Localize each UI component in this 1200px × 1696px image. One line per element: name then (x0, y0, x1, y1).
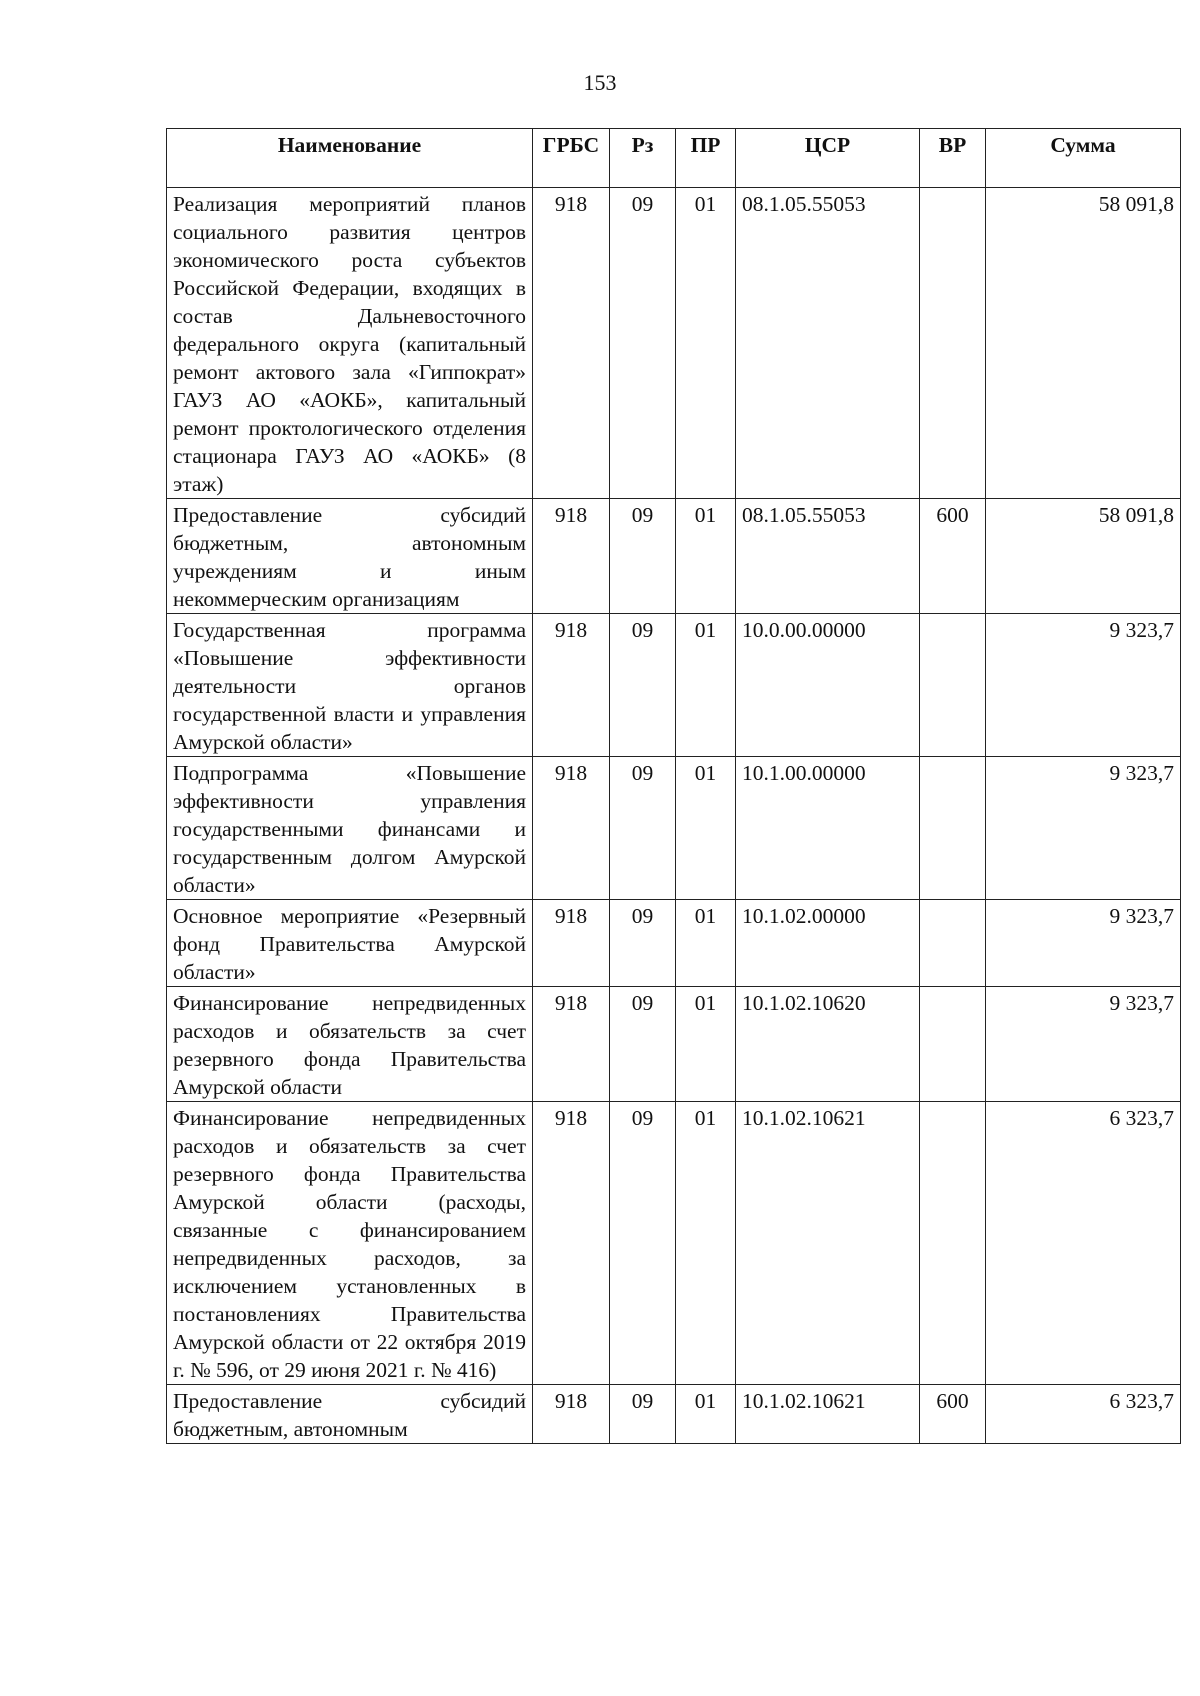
row-vr: 600 (920, 1385, 986, 1444)
row-pr: 01 (676, 188, 736, 499)
table-row (167, 900, 1181, 987)
table-row (167, 188, 1181, 499)
header-name: Наименование (167, 129, 533, 188)
row-grbs: 918 (533, 1102, 610, 1385)
row-pr: 01 (676, 757, 736, 900)
row-csr: 10.1.02.00000 (736, 900, 920, 987)
row-vr: 600 (920, 499, 986, 614)
row-sum: 9 323,7 (986, 614, 1181, 757)
row-rz: 09 (610, 1385, 676, 1444)
table-row (167, 1102, 1181, 1385)
header-csr: ЦСР (736, 129, 920, 188)
row-name: Государственная программа «Повышение эффективности деятельности органов государственной власти и управления Амурской области» (167, 614, 533, 757)
row-vr (920, 757, 986, 900)
table-row (167, 757, 1181, 900)
row-pr: 01 (676, 499, 736, 614)
row-name: Финансирование непредвиденных расходов и обязательств за счет резервного фонда Правительства Амурской области (расходы, связанные с финансированием непредвиденных расходов, за исключением установленных в постановлениях Правительства Амурской области от 22 октября 2019 г. № 596, от 29 июня 2021 г. № 416) (167, 1102, 533, 1385)
row-vr (920, 900, 986, 987)
row-grbs: 918 (533, 757, 610, 900)
row-csr: 10.1.02.10621 (736, 1102, 920, 1385)
row-rz: 09 (610, 1102, 676, 1385)
row-rz: 09 (610, 499, 676, 614)
table-row (167, 1385, 1181, 1444)
header-pr: ПР (676, 129, 736, 188)
row-vr (920, 614, 986, 757)
row-grbs: 918 (533, 900, 610, 987)
budget-table (166, 128, 1181, 1444)
row-vr (920, 1102, 986, 1385)
table-row (167, 499, 1181, 614)
row-sum: 6 323,7 (986, 1102, 1181, 1385)
table-row (167, 614, 1181, 757)
row-pr: 01 (676, 987, 736, 1102)
header-rz: Рз (610, 129, 676, 188)
row-name: Подпрограмма «Повышение эффективности управления государственными финансами и государственным долгом Амурской области» (167, 757, 533, 900)
row-name: Реализация мероприятий планов социального развития центров экономического роста субъектов Российской Федерации, входящих в состав Дальневосточного федерального округа (капитальный ремонт актового зала «Гиппократ» ГАУЗ АО «АОКБ», капитальный ремонт проктологического отделения стационара ГАУЗ АО «АОКБ» (8 этаж) (167, 188, 533, 499)
row-name: Основное мероприятие «Резервный фонд Правительства Амурской области» (167, 900, 533, 987)
row-csr: 10.1.02.10620 (736, 987, 920, 1102)
row-rz: 09 (610, 900, 676, 987)
row-name: Финансирование непредвиденных расходов и обязательств за счет резервного фонда Правительства Амурской области (167, 987, 533, 1102)
row-vr (920, 987, 986, 1102)
row-csr: 10.1.00.00000 (736, 757, 920, 900)
row-grbs: 918 (533, 1385, 610, 1444)
row-sum: 58 091,8 (986, 499, 1181, 614)
row-grbs: 918 (533, 499, 610, 614)
table-header-row (167, 129, 1181, 188)
row-sum: 9 323,7 (986, 987, 1181, 1102)
row-pr: 01 (676, 1385, 736, 1444)
row-rz: 09 (610, 757, 676, 900)
row-rz: 09 (610, 188, 676, 499)
row-pr: 01 (676, 1102, 736, 1385)
row-rz: 09 (610, 987, 676, 1102)
row-csr: 10.1.02.10621 (736, 1385, 920, 1444)
row-grbs: 918 (533, 987, 610, 1102)
row-rz: 09 (610, 614, 676, 757)
page-number: 153 (583, 70, 617, 95)
row-sum: 9 323,7 (986, 900, 1181, 987)
row-csr: 08.1.05.55053 (736, 499, 920, 614)
row-sum: 6 323,7 (986, 1385, 1181, 1444)
row-name: Предоставление субсидий бюджетным, автономным учреждениям и иным некоммерческим организациям (167, 499, 533, 614)
row-vr (920, 188, 986, 499)
header-vr: ВР (920, 129, 986, 188)
row-grbs: 918 (533, 188, 610, 499)
row-sum: 9 323,7 (986, 757, 1181, 900)
table-row (167, 987, 1181, 1102)
row-name: Предоставление субсидий бюджетным, автономным (167, 1385, 533, 1444)
header-sum: Сумма (986, 129, 1181, 188)
header-grbs: ГРБС (533, 129, 610, 188)
row-csr: 10.0.00.00000 (736, 614, 920, 757)
row-grbs: 918 (533, 614, 610, 757)
row-sum: 58 091,8 (986, 188, 1181, 499)
row-pr: 01 (676, 614, 736, 757)
row-pr: 01 (676, 900, 736, 987)
row-csr: 08.1.05.55053 (736, 188, 920, 499)
